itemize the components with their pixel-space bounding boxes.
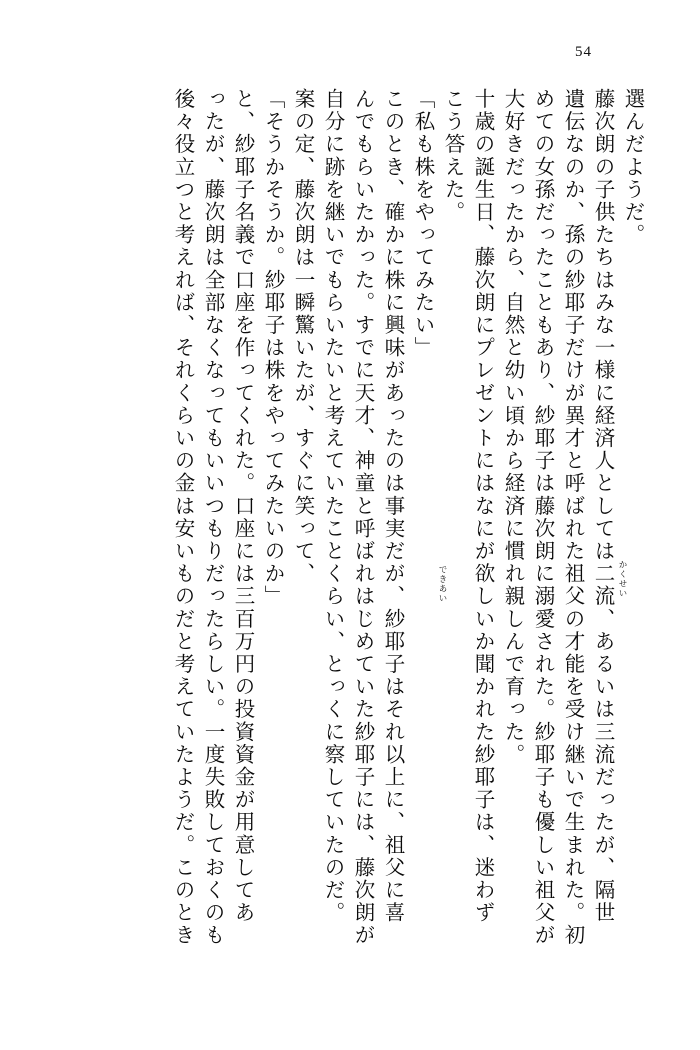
page-number: 54 bbox=[575, 44, 592, 60]
text-line: 「私も株をやってみたい」 bbox=[411, 88, 433, 360]
ruby-annotation-kakusei: かくせい bbox=[618, 560, 628, 598]
text-line: めての女孫だったこともあり、紗耶子は藤次朗に溺愛された。紗耶子も優しい祖父が bbox=[531, 88, 553, 947]
text-line: このとき、確かに株に興味があったのは事実だが、紗耶子はそれ以上に、祖父に喜 bbox=[381, 88, 403, 925]
vertical-text-block bbox=[58, 88, 642, 988]
text-line: こう答えた。 bbox=[441, 88, 463, 224]
text-line: ったが、藤次朗は全部なくなってもいいつもりだったらしい。一度失敗しておくのも bbox=[201, 88, 223, 947]
text-line: 藤次朗の子供たちはみな一様に経済人としては二流、あるいは三流だったが、隔世 bbox=[591, 88, 613, 925]
text-line: 選んだようだ。 bbox=[621, 88, 643, 247]
text-line: んでもらいたかった。すでに天才、神童と呼ばれはじめていた紗耶子には、藤次朗が bbox=[351, 88, 373, 947]
text-line: 「そうかそうか。紗耶子は株をやってみたいのか」 bbox=[261, 88, 283, 608]
text-line: 大好きだったから、自然と幼い頃から経済に慣れ親しんで育った。 bbox=[501, 88, 523, 766]
text-line: 自分に跡を継いでもらいたいと考えていたことくらい、とっくに察していたのだ。 bbox=[321, 88, 343, 925]
text-line: 後々役立つと考えれば、それくらいの金は安いものだと考えていたようだ。このとき bbox=[171, 88, 193, 947]
ruby-annotation-dekiai: できあい bbox=[438, 565, 448, 603]
text-line: と、紗耶子名義で口座を作ってくれた。口座には三百万円の投資資金が用意してあ bbox=[231, 88, 253, 925]
text-line: 十歳の誕生日、藤次朗にプレゼントにはなにが欲しいか聞かれた紗耶子は、迷わず bbox=[471, 88, 493, 925]
text-line: 遺伝なのか、孫の紗耶子だけが異才と呼ばれた祖父の才能を受け継いで生まれた。初 bbox=[561, 88, 583, 947]
text-line: 案の定、藤次朗は一瞬驚いたが、すぐに笑って、 bbox=[291, 88, 313, 586]
